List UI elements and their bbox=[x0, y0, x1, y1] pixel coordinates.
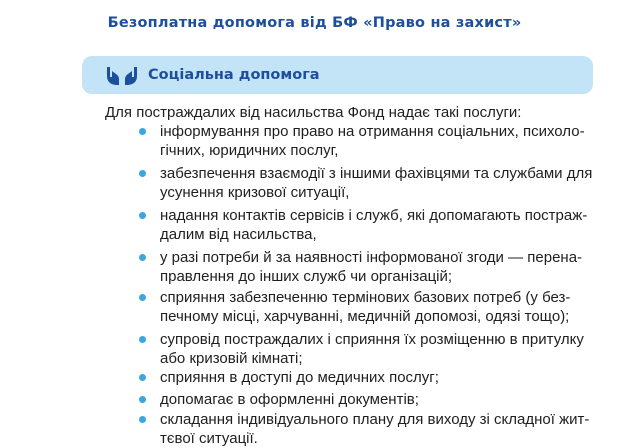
page-title: Безоплатна допомога від БФ «Право на захист» bbox=[107, 15, 522, 31]
bullet-icon bbox=[139, 416, 146, 423]
list-item-text: сприяння в доступі до медичних послуг; bbox=[160, 369, 439, 386]
list-item-text: забезпечення взаємодії з іншими фахівцями та службами для bbox=[160, 165, 593, 182]
list-item-text: надання контактів сервісів і служб, які допомагають постраж- bbox=[160, 207, 588, 224]
hands-icon bbox=[104, 62, 140, 88]
bullet-icon bbox=[139, 212, 146, 219]
list-item-text: складання індивідуального плану для виходу зі складної жит- bbox=[160, 411, 590, 428]
list-item-text: супровід постраждалих і сприяння їх розміщенню в притулку bbox=[160, 331, 584, 348]
bullet-icon bbox=[139, 294, 146, 301]
list-item-text: допомагає в оформленні документів; bbox=[160, 391, 419, 408]
list-item-text: у разі потреби й за наявності інформованої згоди — перена- bbox=[160, 249, 583, 266]
list-item-text: інформування про право на отримання соціальних, психоло- bbox=[160, 123, 585, 140]
section-banner bbox=[82, 56, 593, 94]
list-item-text: тєвої ситуації. bbox=[160, 430, 258, 447]
bullet-icon bbox=[139, 254, 146, 261]
bullet-icon bbox=[139, 374, 146, 381]
bullet-icon bbox=[139, 128, 146, 135]
list-item-text: печному місці, харчуванні, медичній допомозі, одязі тощо); bbox=[160, 308, 570, 325]
list-item-text: усунення кризової ситуації, bbox=[160, 184, 350, 201]
list-item-text: сприяння забезпеченню термінових базових потреб (у без- bbox=[160, 289, 571, 306]
bullet-icon bbox=[139, 336, 146, 343]
bullet-icon bbox=[139, 170, 146, 177]
list-item-text: правлення до інших служб чи організацій; bbox=[160, 268, 453, 285]
bullet-icon bbox=[139, 396, 146, 403]
section-title: Соціальна допомога bbox=[148, 67, 320, 83]
list-item-text: або кризовій кімнаті; bbox=[160, 350, 303, 367]
list-item-text: далим від насильства, bbox=[160, 226, 317, 243]
intro-text: Для постраждалих від насильства Фонд надає такі послуги: bbox=[105, 104, 522, 121]
list-item-text: гічних, юридичних послуг, bbox=[160, 142, 339, 159]
